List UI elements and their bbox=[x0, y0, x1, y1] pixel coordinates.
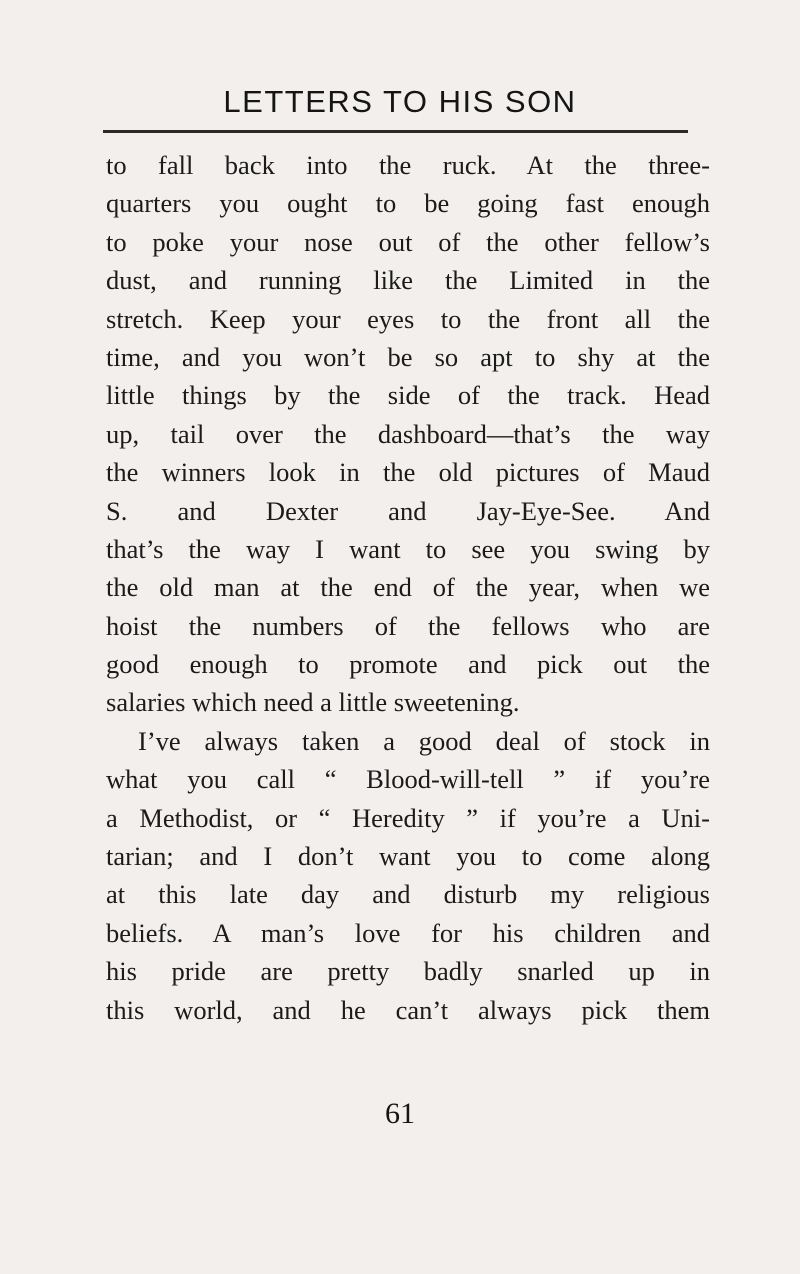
text-line: good enough to promote and pick out the bbox=[106, 649, 710, 680]
text-line: beliefs. A man’s love for his children and bbox=[106, 917, 710, 948]
text-line: a Methodist, or “ Heredity ” if you’re a Uni- bbox=[106, 802, 710, 833]
paragraph-end-line: salaries which need a little sweetening. bbox=[106, 687, 520, 718]
header-rule bbox=[103, 130, 688, 133]
text-line: S. and Dexter and Jay-Eye-See. And bbox=[106, 495, 710, 526]
text-line: stretch. Keep your eyes to the front all the bbox=[106, 303, 710, 334]
text-line: the old man at the end of the year, when we bbox=[106, 572, 710, 603]
paragraph-start-line: I’ve always taken a good deal of stock in bbox=[138, 725, 710, 756]
text-line: his pride are pretty badly snarled up in bbox=[106, 956, 710, 987]
text-line: that’s the way I want to see you swing by bbox=[106, 533, 710, 564]
text-line: little things by the side of the track. Head bbox=[106, 380, 710, 411]
page-number: 61 bbox=[385, 1097, 415, 1130]
text-line: tarian; and I don’t want you to come along bbox=[106, 841, 710, 872]
running-head: LETTERS TO HIS SON bbox=[223, 84, 577, 119]
text-line: at this late day and disturb my religious bbox=[106, 879, 710, 910]
text-line: the winners look in the old pictures of Maud bbox=[106, 457, 710, 488]
text-line: up, tail over the dashboard—that’s the way bbox=[106, 418, 710, 449]
text-line: dust, and running like the Limited in the bbox=[106, 265, 710, 296]
text-line: what you call “ Blood-will-tell ” if you’re bbox=[106, 764, 710, 795]
text-line: hoist the numbers of the fellows who are bbox=[106, 610, 710, 641]
text-line: quarters you ought to be going fast enough bbox=[106, 188, 710, 219]
text-line: this world, and he can’t always pick them bbox=[106, 994, 710, 1025]
text-line: to poke your nose out of the other fellow’s bbox=[106, 226, 710, 257]
body-text bbox=[106, 146, 710, 1029]
text-line: to fall back into the ruck. At the three- bbox=[106, 150, 710, 180]
text-line: time, and you won’t be so apt to shy at the bbox=[106, 341, 710, 372]
